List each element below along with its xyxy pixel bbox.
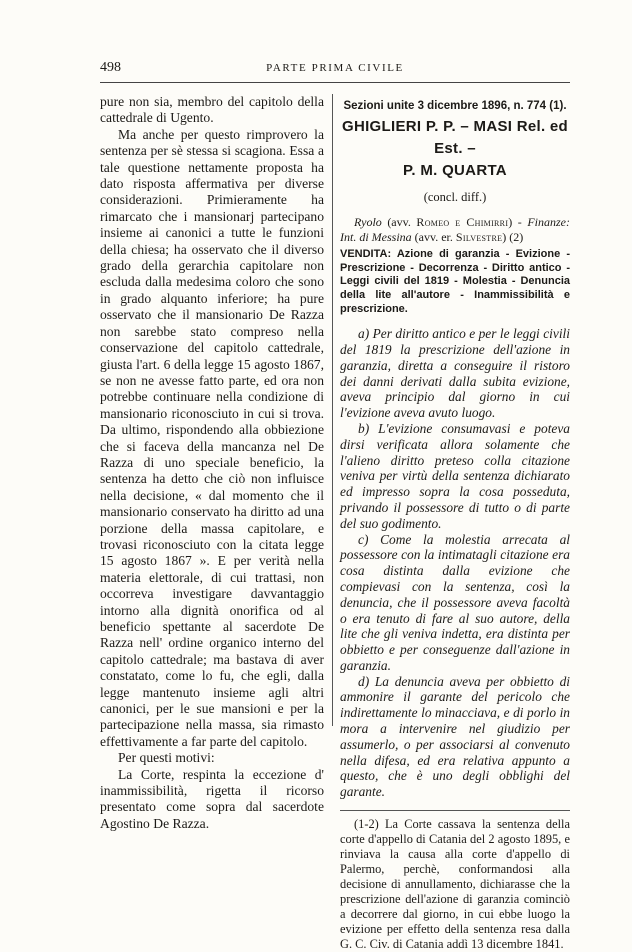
page-number: 498 <box>100 60 121 75</box>
paragraph: Per questi motivi: <box>118 750 215 766</box>
paragraph: pure non sia, membro del capitolo della cattedrale di Ugento. <box>100 94 324 126</box>
paragraph: Ma anche per questo rimprovero la sentenza per sè stessa si scagiona. Essa a tale questione nettamente proposta ha dato risposta affermativa per diverse considerazioni. Primieramente ha rimarcato che i mansionarj partecipano insieme ai canonici a tutte le funzioni della chiesa; ha osservato che il diverso grado della gerarchia capitolare non escluda dalla medesima coloro che sono in grado alquanto inferiore; ha pure osservato che il mansionario De Razza non sarebbe stato compreso nella conservazione del capitolo cattedrale, giusta l'art. 6 della legge 15 agosto 1867, se non ne avesse fatto parte, ed ora non potrebbe continuare nella condizione di mansionario riconosciuto in cui si trova. Da ultimo, rispondendo alla obbiezione che si faceva della mancanza nel De Razza di uno speciale beneficio, la sentenza ha detto che ciò non influisce nella decisione, « dal momento che il mansionario conservato ha diritto ad una porzione della massa capitolare, e trovasi riconosciuto con la citata legge 15 agosto 1867 ». E per verità nella materia elettorale, di cui trattasi, non occorreva investigare davvantaggio intorno alla dignità onorifica od al beneficio spettante al sacerdote De Razza nell' ordine organico interno del capitolo cattedrale; ma bastava di aver constatato, come lo fu, che egli, dalla legge mantenuto insieme agli altri canonici, per le sue mansioni e per la partecipazione nella massa, sia rimasto effettivamente a far parte del capitolo. <box>100 126 324 749</box>
header-rule <box>100 82 570 83</box>
maxim-text: a) Per diritto antico e per le leggi civili del 1819 la prescrizione dell'azione in garanzia, diretta a conseguire il ristoro dei danni derivati dalla subita evizione, aveva principio dal giorno in cui l'evizione aveva avuto luogo. <box>340 326 570 421</box>
maxim-text: d) La denuncia aveva per obbietto di ammonire il garante del pericolo che indirettamente lo minacciava, e di porlo in mora a intervenire nel giudizio per assumerlo, o per associarsi al convenuto nella difesa, ed era relativa appunto a questo, che è uno degli obblighi del garante. <box>340 673 570 800</box>
counsel-names: Silvestre <box>455 229 503 244</box>
maxim <box>340 674 570 800</box>
subject-headnote: VENDITA: Azione di garanzia - Evizione - Prescrizione - Decorrenza - Diritto antico - Leggi civili del 1819 - Molestia - Denuncia della lite all'autore - Inammissibilità e prescrizione. <box>340 248 570 315</box>
right-column <box>340 94 570 952</box>
page-header <box>100 60 570 82</box>
maxim <box>340 421 570 532</box>
maxim <box>340 326 570 421</box>
column-divider <box>332 94 333 726</box>
party-ryolo: Ryolo <box>354 215 382 229</box>
prosecutor-line: P. M. QUARTA <box>403 162 507 179</box>
footnote: (1-2) La Corte cassava la sentenza della corte d'appello di Catania del 2 agosto 1895, e rinviava la causa alla corte d'appello di Palermo, perchè, conformandosi alla decisione di annullamento, dichiarasse che la prescrizione dell'azione di garanzia cominciò a decorrere dal giorno, in cui ebbe luogo la evizione per effetto della sentenza resa dalla G. C. Civ. di Catania addì 13 dicembre 1841. <box>340 817 570 952</box>
judges-line: GHIGLIERI P. P. – MASI Rel. ed Est. – <box>341 118 568 157</box>
maxim-text: c) Come la molestia arrecata al possessore con la intimatagli citazione era cosa distinta dalla evizione che compievasi con la sentenza, così la denuncia, che il possessore aveva facoltà o era tenuto di fare al suo autore, della lite che gli veniva indetta, era distinta per obbietto e per conseguenze dall'azione in garanzia. <box>340 531 570 673</box>
counsel-suffix: ) - <box>508 215 528 229</box>
maxim-text: b) L'evizione consumavasi e poteva dirsi verificata allora solamente che l'alieno diritto preteso colla citazione veniva per virtù della sentenza dichiarato ed impresso sopra la cosa posseduta, privando il possessore di tutto o di parte del suo godimento. <box>340 420 570 531</box>
footnote-rule <box>340 810 570 811</box>
counsel-prefix: (avv. <box>381 215 417 229</box>
party-finanze: Finanze: Int. di Messina <box>340 215 570 244</box>
court-section-line: Sezioni unite 3 dicembre 1896, n. 774 (1). <box>343 100 567 112</box>
counsel-suffix: ) (2) <box>502 229 524 244</box>
maxim <box>340 532 570 674</box>
maxims <box>340 326 570 800</box>
parties <box>340 215 570 244</box>
running-title: PARTE PRIMA CIVILE <box>266 62 404 74</box>
left-column <box>100 94 324 832</box>
conclusion-note: (concl. diff.) <box>423 190 487 204</box>
paragraph: La Corte, respinta la eccezione d' inammissibilità, rigetta il ricorso presentato come sopra dal sacerdote Agostino De Razza. <box>100 766 324 831</box>
counsel-prefix: (avv. er. <box>411 229 456 244</box>
counsel-names: Romeo e Chimirri <box>416 215 509 229</box>
